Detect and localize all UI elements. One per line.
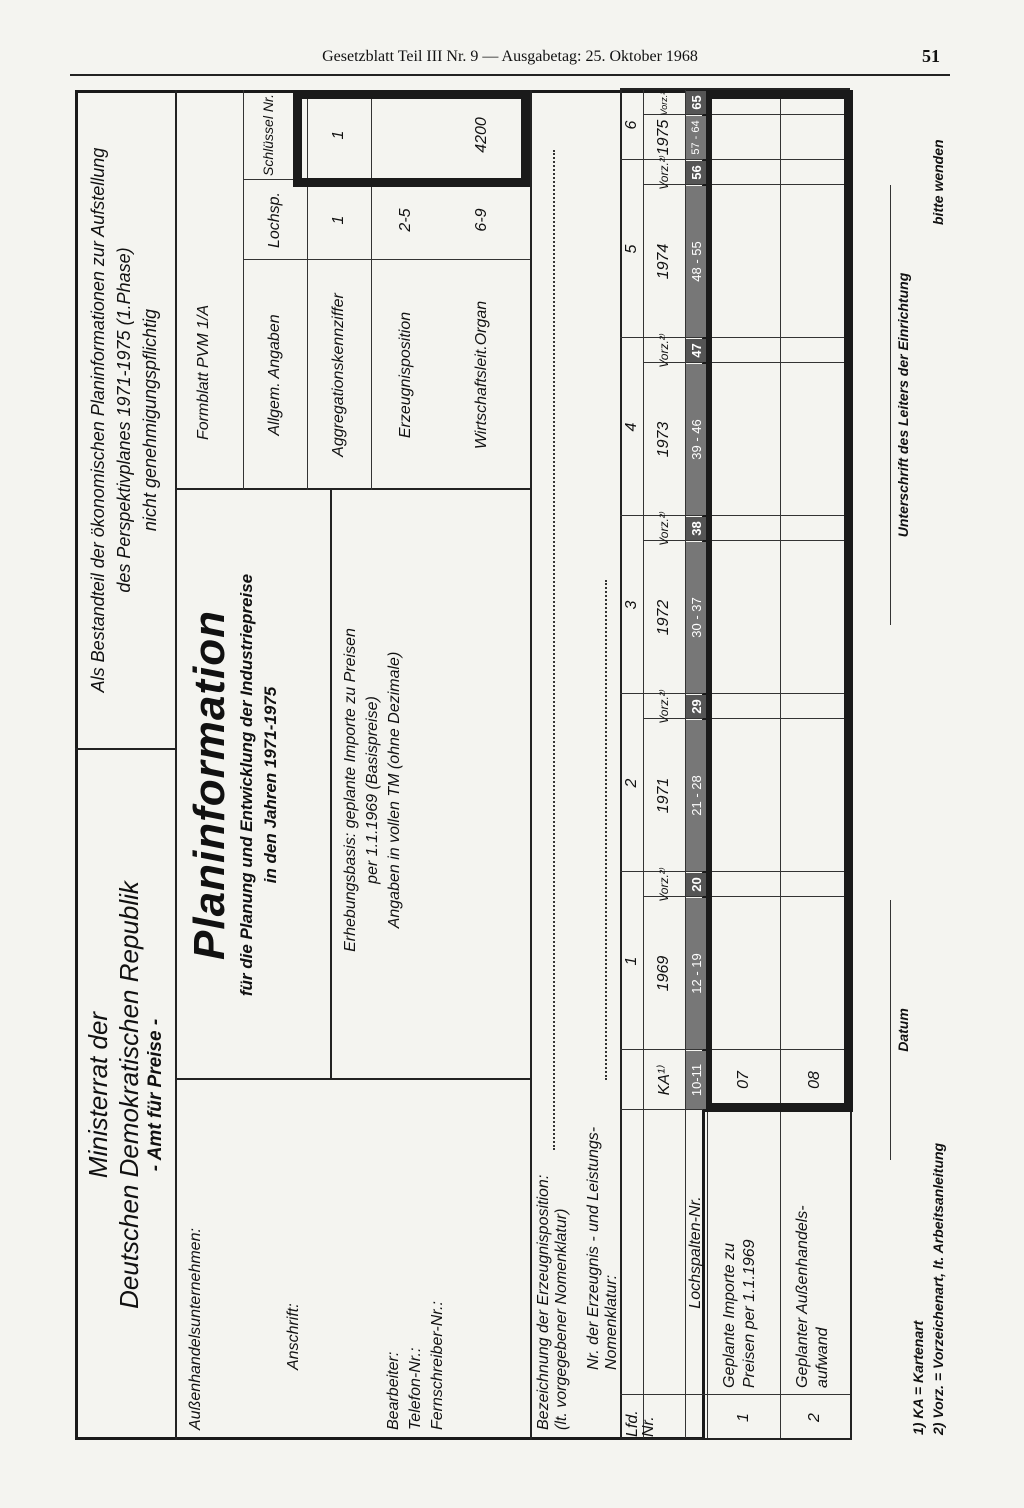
year-col-number: 4 xyxy=(622,422,640,432)
key-col-general: Allgem. Angaben xyxy=(266,314,283,436)
turn-page-note: bitte wenden xyxy=(930,139,946,225)
year-col-number: 2 xyxy=(622,778,640,788)
nomenclature-label xyxy=(585,1127,621,1370)
page-number: 51 xyxy=(922,46,940,66)
footnote-1: 1) KA = Kartenart xyxy=(910,1320,926,1435)
year-col-cols: 57 - 64 xyxy=(686,116,706,159)
year-col-vorz: 65 xyxy=(686,91,706,114)
row-nr: 2 xyxy=(806,1413,823,1422)
year-col-vorz: 20 xyxy=(686,873,706,896)
year-col-cols: 48 - 55 xyxy=(686,186,706,337)
key-row-label: Wirtschaftsleit.Organ xyxy=(473,300,490,450)
year-col-year: 1973 xyxy=(655,421,672,458)
year-col-cols: 39 - 46 xyxy=(686,364,706,515)
key-col-key-nr: Schlüssel Nr. xyxy=(260,94,276,176)
authority-block xyxy=(83,750,167,1440)
key-row-lochsp: 2-5 xyxy=(397,208,414,232)
key-col-lochsp: Lochsp. xyxy=(266,191,283,249)
footnote-2: 2) Vorz. = Vorzeichenart, lt. Arbeitsanleitung xyxy=(930,1142,946,1435)
year-col-vorz: 29 xyxy=(686,695,706,718)
row-label-line2: Preisen per 1.1.1969 xyxy=(741,1239,758,1388)
vorz-label: Vorz.²⁾ xyxy=(657,867,671,902)
running-title: Gesetzblatt Teil III Nr. 9 — Ausgabetag: 25. Oktober 1968 xyxy=(322,48,698,65)
designation-line1: Bezeichnung der Erzeugnisposition: xyxy=(535,1174,552,1430)
telex-field-label: Fernschreiber-Nr.: xyxy=(429,1301,446,1430)
key-row-key xyxy=(371,92,441,178)
row-ka: 07 xyxy=(734,1071,752,1089)
vorz-label: Vorz.²⁾ xyxy=(657,511,671,546)
key-row-key: 1 xyxy=(330,130,347,140)
title-block xyxy=(185,490,283,1080)
status-line3: nicht genehmigungspflichtig xyxy=(140,308,160,532)
year-col-vorz: 47 xyxy=(686,339,706,362)
company-field-label: Außenhandelsunternehmen: xyxy=(187,1228,204,1430)
address-field-label: Anschrift: xyxy=(285,1303,302,1370)
vorz-label: Vorz.²⁾ xyxy=(657,155,671,190)
designation-fill-line xyxy=(553,150,555,1150)
year-col-year: 1972 xyxy=(655,599,672,636)
year-col-year: 1969 xyxy=(655,955,672,992)
form-subtitle-1: für die Planung und Entwicklung der Industriepreise xyxy=(237,573,256,997)
row-label-line1: Geplanter Außenhandels- xyxy=(794,1205,811,1388)
key-row-key: 4200 xyxy=(473,117,490,153)
basis-block xyxy=(340,510,406,1070)
divider xyxy=(175,90,177,1440)
key-row-lochsp: 6-9 xyxy=(473,208,490,232)
status-line2: des Perspektivplanes 1971-1975 (1.Phase) xyxy=(114,247,134,593)
date-signature-line xyxy=(890,900,891,1160)
status-note xyxy=(85,90,163,750)
key-row-label: Erzeugnisposition xyxy=(397,311,414,439)
ka-label: KA¹⁾ xyxy=(656,1064,673,1096)
leader-signature-line xyxy=(890,185,891,625)
form-id: Formblatt PVM 1/A xyxy=(195,304,212,440)
divider xyxy=(330,490,332,1080)
key-row-lochsp: 1 xyxy=(330,215,347,225)
vorz-label: Vorz.²⁾ xyxy=(657,689,671,724)
designation-label xyxy=(535,1175,571,1430)
divider xyxy=(530,90,532,1440)
basis-line3: Angaben in vollen TM (ohne Dezimale) xyxy=(386,651,403,929)
ka-cols: 10-11 xyxy=(686,1051,706,1109)
year-col-year: 1974 xyxy=(655,243,672,280)
year-col-cols: 21 - 28 xyxy=(686,720,706,871)
row-label xyxy=(720,1113,760,1388)
year-col-vorz: 38 xyxy=(686,517,706,540)
basis-line2: per 1.1.1969 (Basispreise) xyxy=(364,696,381,884)
year-col-number: 1 xyxy=(622,956,640,966)
phone-field-label: Telefon-Nr.: xyxy=(407,1347,424,1430)
nomenclature-line1: Nr. der Erzeugnis - und Leistungs- xyxy=(585,1126,602,1370)
year-col-year: 1975 xyxy=(655,119,672,156)
nomenclature-fill-line xyxy=(605,580,607,1080)
row-ka: 08 xyxy=(806,1071,823,1089)
authority-line3: - Amt für Preise - xyxy=(145,1018,166,1172)
form-title: Planinformation xyxy=(185,610,234,960)
nomenclature-line2: Nomenklatur: xyxy=(603,1274,620,1370)
row-label-line1: Geplante Importe zu xyxy=(721,1243,738,1388)
form-subtitle-2: in den Jahren 1971-1975 xyxy=(261,686,280,884)
processor-field-label: Bearbeiter: xyxy=(385,1351,402,1430)
authority-line1: Ministerrat der xyxy=(83,1011,113,1179)
row-label-line2: aufwand xyxy=(814,1327,831,1388)
running-header xyxy=(70,40,950,76)
year-col-year: 1971 xyxy=(655,777,672,814)
date-label: Datum xyxy=(895,1008,911,1052)
year-col-cols: 12 - 19 xyxy=(686,898,706,1049)
planinformation-form xyxy=(75,90,955,1440)
vorz-label: Vorz.²⁾ xyxy=(657,333,671,368)
key-row-label: Aggregationskennziffer xyxy=(330,293,347,457)
leader-signature-label: Unterschrift des Leiters der Einrichtung xyxy=(895,272,911,538)
data-entry-box xyxy=(703,90,853,1112)
vorz-label: Vorz.²⁾ xyxy=(658,89,669,116)
designation-line2: (lt. vorgegebener Nomenklatur) xyxy=(553,1208,570,1430)
year-col-cols: 30 - 37 xyxy=(686,542,706,693)
year-col-vorz: 56 xyxy=(686,161,706,184)
status-line1: Als Bestandteil der ökonomischen Planinformationen zur Aufstellung xyxy=(88,147,108,693)
basis-line1: Erhebungsbasis: geplante Importe zu Preisen xyxy=(342,628,359,952)
row-label xyxy=(793,1113,833,1388)
authority-line2: Deutschen Demokratischen Republik xyxy=(114,881,144,1309)
year-col-number: 3 xyxy=(622,600,640,610)
row-nr: 1 xyxy=(734,1413,752,1422)
lochspalten-label: Lochspalten-Nr. xyxy=(687,1196,704,1309)
year-col-number: 5 xyxy=(622,244,640,254)
year-col-number: 6 xyxy=(622,120,640,130)
lfd-nr-label: Lfd. Nr. xyxy=(624,1410,657,1437)
